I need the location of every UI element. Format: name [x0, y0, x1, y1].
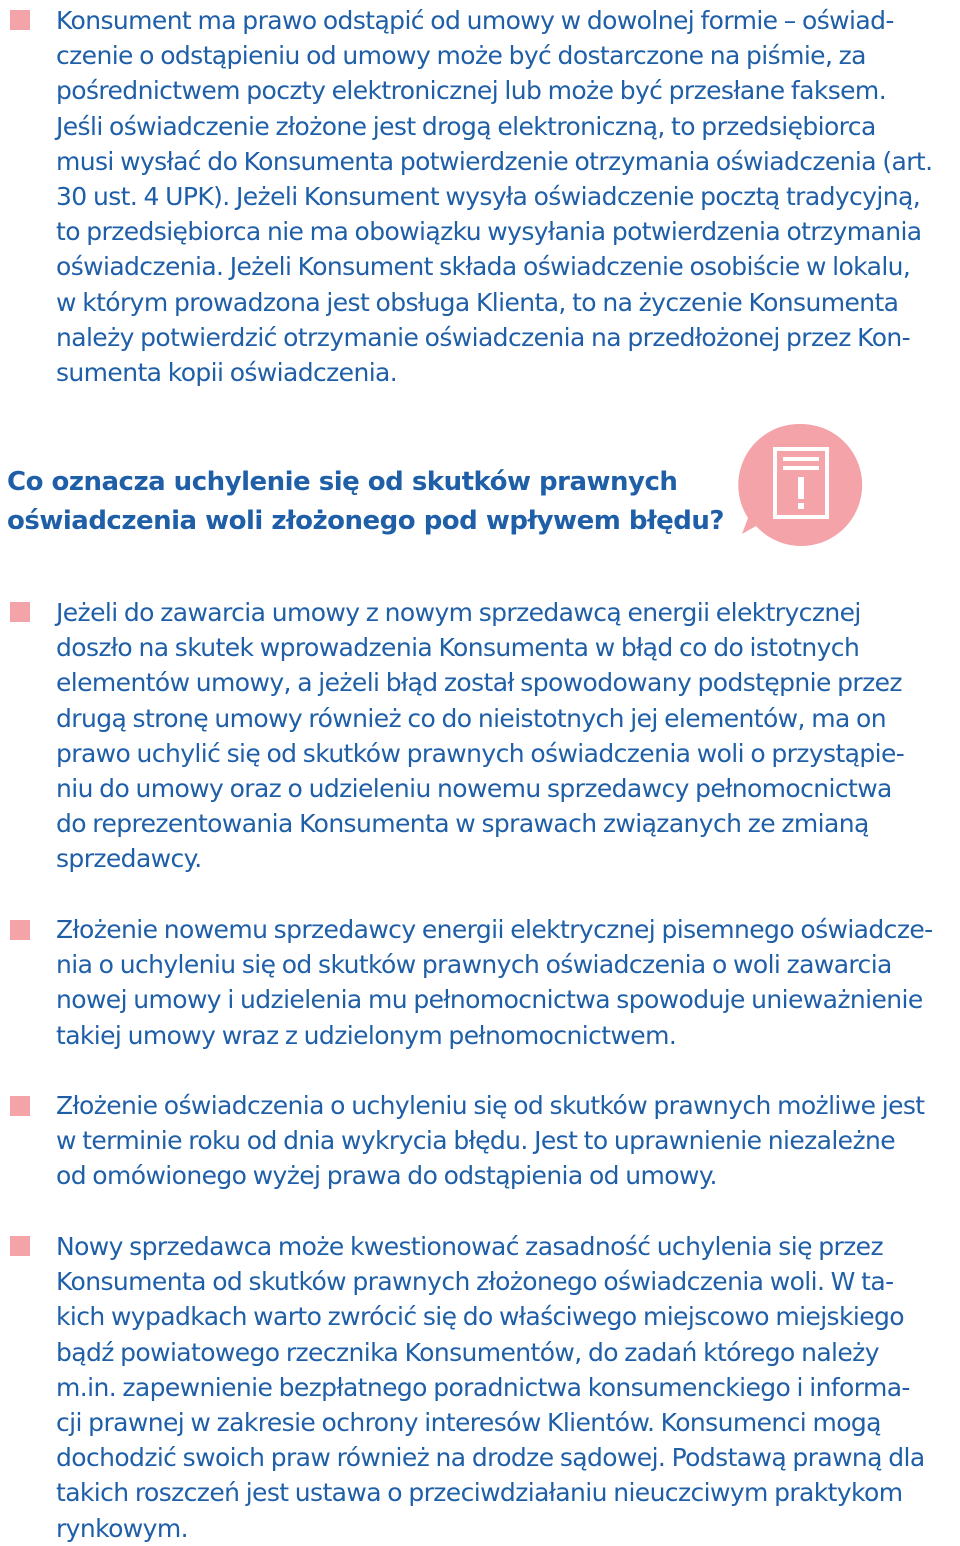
text-line: Jeżeli do zawarcia umowy z nowym sprzedawcą energii elektrycznej — [56, 598, 861, 627]
heading-line: Co oznacza uchylenie się od skutków prawnych — [7, 467, 678, 497]
text-line: niu do umowy oraz o udzieleniu nowemu sprzedawcy pełnomocnictwa — [56, 774, 892, 804]
text-line: Złożenie oświadczenia o uchyleniu się od skutków prawnych możliwe jest — [56, 1091, 925, 1120]
section-paragraph — [56, 595, 956, 877]
text-line: w terminie roku od dnia wykrycia błędu. Jest to uprawnienie niezależne — [56, 1126, 896, 1156]
section-paragraph — [56, 1088, 956, 1194]
text-line: Konsument ma prawo odstąpić od umowy w dowolnej formie – oświad- — [56, 6, 894, 35]
text-line: bądź powiatowego rzecznika Konsumentów, do zadań którego należy — [56, 1337, 879, 1367]
text-line: należy potwierdzić otrzymanie oświadczenia na przedłożonej przez Kon- — [56, 322, 911, 352]
text-line: prawo uchylić się od skutków prawnych oświadczenia woli o przystąpie- — [56, 738, 905, 768]
text-line: oświadczenia. Jeżeli Konsument składa oświadczenie osobiście w lokalu, — [56, 252, 911, 282]
bullet-marker — [10, 10, 30, 30]
text-line: Konsumenta od skutków prawnych złożonego oświadczenia woli. W ta- — [56, 1267, 894, 1297]
text-line: m.in. zapewnienie bezpłatnego poradnictwa konsumenckiego i informa- — [56, 1372, 910, 1402]
bullet-marker — [10, 920, 30, 940]
text-line: takich roszczeń jest ustawa o przeciwdziałaniu nieuczciwym praktykom — [56, 1478, 903, 1508]
text-line: sprzedawcy. — [56, 844, 202, 874]
text-line: Nowy sprzedawca może kwestionować zasadność uchylenia się przez — [56, 1232, 883, 1261]
text-line: w którym prowadzona jest obsługa Klienta, to na życzenie Konsumenta — [56, 287, 899, 317]
intro-paragraph — [56, 3, 956, 390]
text-line: nia o uchyleniu się od skutków prawnych oświadczenia o woli zawarcia — [56, 950, 892, 980]
text-line: czenie o odstąpieniu od umowy może być dostarczone na piśmie, za — [56, 41, 866, 71]
text-line: pośrednictwem poczty elektronicznej lub może być przesłane faksem. — [56, 76, 887, 106]
text-line: Jeśli oświadczenie złożone jest drogą elektroniczną, to przedsiębiorca — [56, 111, 876, 141]
text-line: to przedsiębiorca nie ma obowiązku wysyłania potwierdzenia otrzymania — [56, 217, 922, 247]
bullet-marker — [10, 1236, 30, 1256]
text-line: nowej umowy i udzielenia mu pełnomocnictwa spowoduje unieważnienie — [56, 985, 923, 1015]
text-line: od omówionego wyżej prawa do odstąpienia od umowy. — [56, 1161, 717, 1191]
document-warning-icon — [738, 422, 864, 548]
bullet-marker — [10, 602, 30, 622]
text-line: 30 ust. 4 UPK). Jeżeli Konsument wysyła oświadczenie pocztą tradycyjną, — [56, 182, 921, 212]
text-line: drugą stronę umowy również co do nieistotnych jej elementów, ma on — [56, 703, 886, 733]
section-paragraph — [56, 912, 956, 1053]
heading-line: oświadczenia woli złożonego pod wpływem błędu? — [7, 506, 724, 536]
bullet-marker — [10, 1096, 30, 1116]
text-line: musi wysłać do Konsumenta potwierdzenie otrzymania oświadczenia (art. — [56, 146, 933, 176]
section-paragraph — [56, 1229, 956, 1546]
text-line: rynkowym. — [56, 1513, 188, 1543]
text-line: Złożenie nowemu sprzedawcy energii elektrycznej pisemnego oświadcze- — [56, 915, 933, 944]
text-line: kich wypadkach warto zwrócić się do właściwego miejscowo miejskiego — [56, 1302, 904, 1332]
section-heading — [7, 463, 727, 541]
text-line: cji prawnej w zakresie ochrony interesów Klientów. Konsumenci mogą — [56, 1408, 881, 1438]
text-line: do reprezentowania Konsumenta w sprawach związanych ze zmianą — [56, 809, 869, 839]
text-line: dochodzić swoich praw również na drodze sądowej. Podstawą prawną dla — [56, 1443, 925, 1473]
text-line: elementów umowy, a jeżeli błąd został spowodowany podstępnie przez — [56, 668, 902, 698]
text-line: takiej umowy wraz z udzielonym pełnomocnictwem. — [56, 1020, 677, 1050]
text-line: sumenta kopii oświadczenia. — [56, 358, 398, 388]
text-line: doszło na skutek wprowadzenia Konsumenta w błąd co do istotnych — [56, 633, 860, 663]
